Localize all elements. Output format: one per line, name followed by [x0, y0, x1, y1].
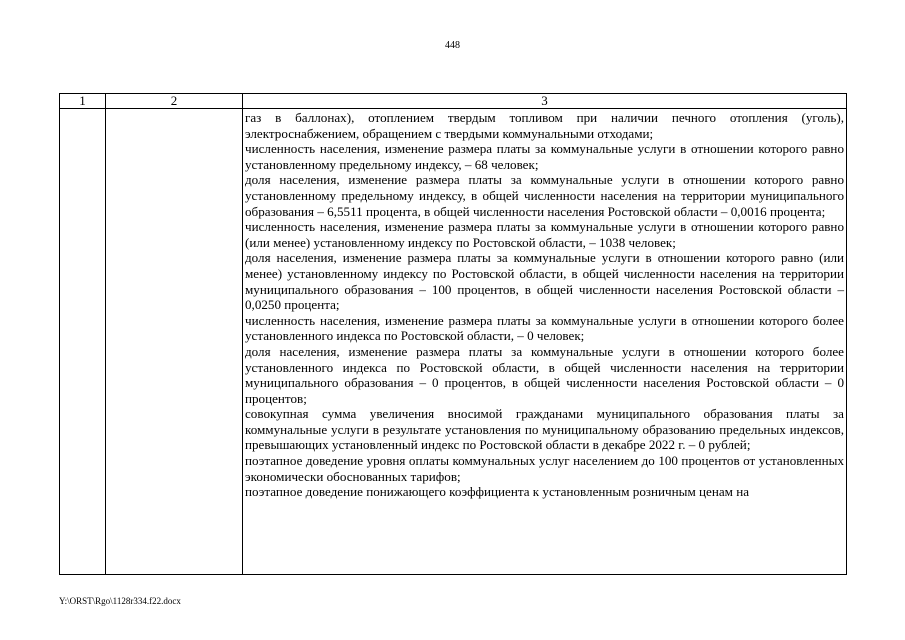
paragraph: поэтапное доведение понижающего коэффициента к установленным розничным ценам на — [245, 484, 750, 500]
column-header-1: 1 — [60, 94, 106, 109]
column-header-2: 2 — [106, 94, 243, 109]
table-row — [60, 109, 847, 575]
table-header-row — [60, 94, 847, 109]
paragraph: доля населения, изменение размера платы за коммунальные услуги в отношении которого равно установленному предельному индексу, в общей численности населения на территории муниципального образования – 6,5511 процента, в общей численности населения Ростовской области – 0,0016 процента; — [245, 172, 844, 219]
paragraph: доля населения, изменение размера платы за коммунальные услуги в отношении которого более установленного индекса по Ростовской области, в общей численности населения на территории муниципального образования – 0 процентов, в общей численности населения Ростовской области – 0 процентов; — [245, 343, 844, 406]
footer-file-path: Y:\ORST\Rgo\1128r334.f22.docx — [59, 596, 181, 606]
paragraph: совокупная сумма увеличения вносимой гражданами муниципального образования платы за коммунальные услуги в результате установления по муниципальному образованию предельных индексов, превышающих установленный индекс по Ростовской области в декабре 2022 г. – 0 рублей; — [245, 406, 844, 453]
paragraph: численность населения, изменение размера платы за коммунальные услуги в отношении которого более установленного индекса по Ростовской области, – 0 человек; — [245, 312, 844, 344]
page-number: 448 — [445, 40, 460, 51]
paragraph: численность населения, изменение размера платы за коммунальные услуги в отношении которого равно установленному предельному индексу, – 68 человек; — [245, 141, 844, 172]
table-cell-col3 — [243, 109, 847, 575]
paragraph: газ в баллонах), отоплением твердым топливом при наличии печного отопления (уголь), электроснабжением, обращением с твердыми коммунальными отходами; — [245, 110, 844, 141]
document-table — [59, 93, 847, 575]
column-header-3: 3 — [243, 94, 847, 109]
paragraph: поэтапное доведение уровня оплаты коммунальных услуг населением до 100 процентов от установленных экономически обоснованных тарифов; — [245, 453, 844, 484]
table-cell-col2 — [106, 109, 243, 575]
table-cell-col1 — [60, 109, 106, 575]
paragraph: доля населения, изменение размера платы за коммунальные услуги в отношении которого равно (или менее) установленному индексу по Ростовской области, в общей численности населения на территории муниципального образования – 100 процентов, в общей численности населения Ростовской области – 0,0250 процента; — [245, 250, 844, 313]
paragraph: численность населения, изменение размера платы за коммунальные услуги в отношении которого равно (или менее) установленному индексу по Ростовской области, – 1038 человек; — [245, 219, 844, 250]
